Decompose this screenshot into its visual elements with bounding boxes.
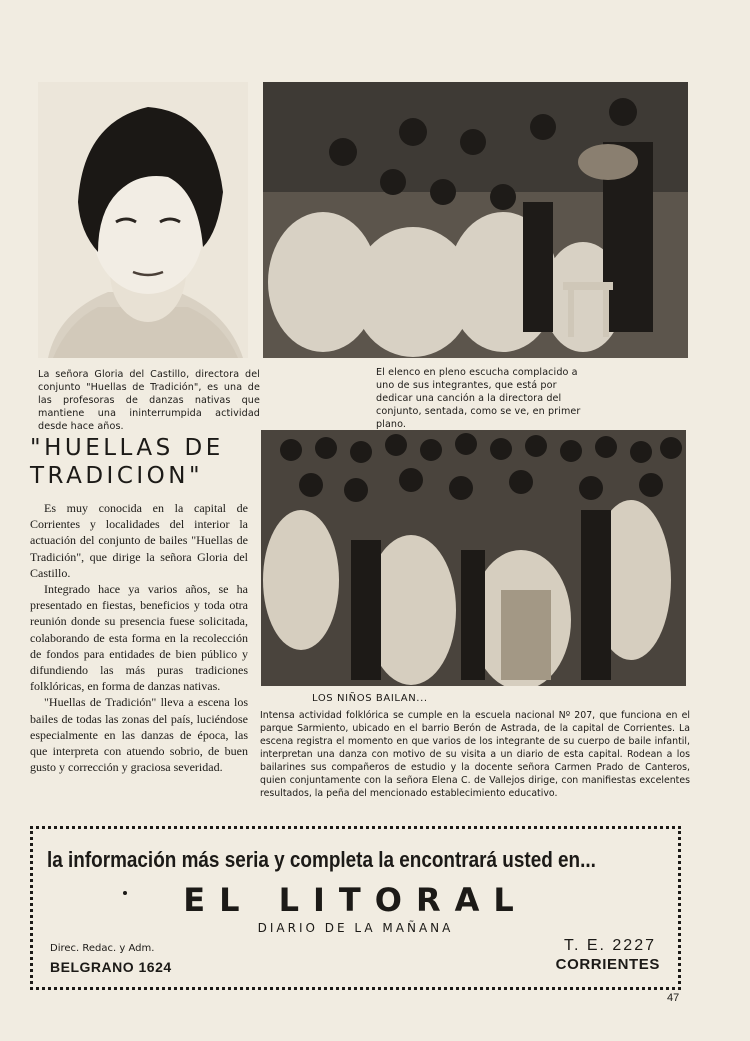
- portrait-caption: La señora Gloria del Castillo, directora del conjunto "Huellas de Tradición", es una de las profesoras de danzas nativas que mantiene una ininterrumpida actividad desde hace años.: [38, 369, 260, 432]
- portrait-photo: [38, 82, 248, 358]
- ad-phone: T. E. 2227: [563, 937, 656, 954]
- ad-address-label: Direc. Redac. y Adm.: [50, 943, 155, 954]
- kids-caption-title: LOS NIÑOS BAILAN...: [312, 693, 428, 704]
- ad-tagline: la información más seria y completa la encontrará usted en...: [47, 847, 596, 872]
- ad-newspaper-subtitle: DIARIO DE LA MAÑANA: [257, 921, 454, 935]
- ad-address: BELGRANO 1624: [50, 959, 172, 975]
- kids-caption: Intensa actividad folklórica se cumple en la escuela nacional Nº 207, que funciona en el parque Sarmiento, ubicado en el barrio Berón de Astrada, de la capital de Corrientes. La escena registra el momento en que varios de los integrante de su cuerpo de baile infantil, interpretan una danza con motivo de su visita a un diario de esta capital. Rodean a los bailarines sus compañeros de estudio y la docente señora Carmen Prado de Canteros, quien conjuntamente con la señora Elena C. de Vallejos dirige, con manifiestas excelentes resultados, la peña del mencionado establecimiento educativo.: [260, 710, 690, 799]
- article-title: "HUELLAS DE TRADICION": [30, 435, 224, 489]
- ad-newspaper-name: EL LITORAL: [183, 881, 528, 919]
- el-litoral-advertisement: [30, 826, 681, 990]
- ad-city: CORRIENTES: [555, 956, 660, 973]
- ensemble-caption: El elenco en pleno escucha complacido a uno de sus integrantes, que está por dedicar una canción a la directora del conjunto, sentada, como se ve, en primer plano.: [376, 367, 581, 430]
- kids-dancing-photo: [261, 430, 686, 686]
- article-paragraph-2: Integrado hace ya varios años, se ha presentado en fiestas, beneficios y toda otra reunión donde su presencia fuese solicitada, colaborando de esta forma en la recolección de fondos para entidades de bien público y difundiendo las más puras tradiciones folklóricas, en forma de danzas nativas.: [30, 582, 248, 694]
- article-body: [30, 500, 248, 775]
- article-paragraph-1: Es muy conocida en la capital de Corrientes y localidades del interior la actuación del conjunto de bailes "Huellas de Tradición", que dirige la señora Gloria del Castillo.: [30, 501, 248, 580]
- article-paragraph-3: "Huellas de Tradición" lleva a escena los bailes de todas las zonas del país, luciéndose especialmente en las danzas de época, las que interpreta con atuendo sobrio, de buen gusto y corrección y graciosa severidad.: [30, 695, 248, 775]
- ensemble-photo: [263, 82, 688, 358]
- page-number: 47: [667, 992, 680, 1004]
